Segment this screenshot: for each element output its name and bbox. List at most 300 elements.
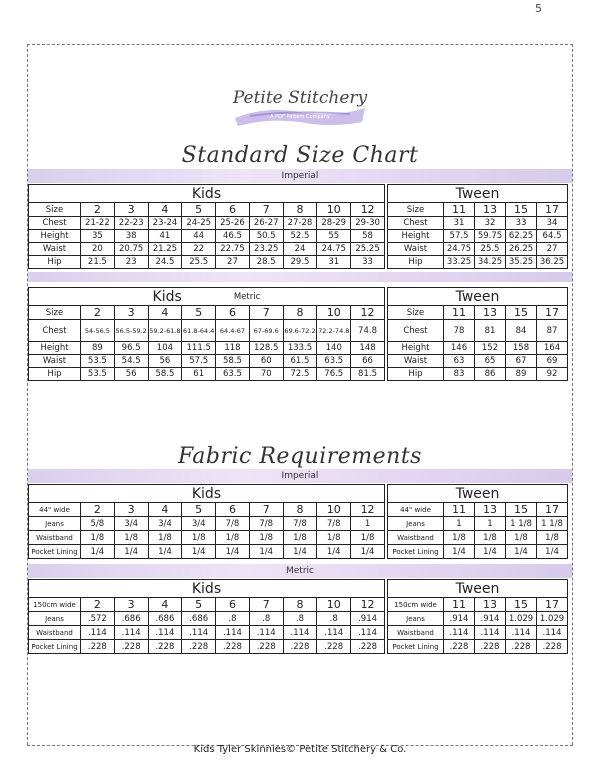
kids-heading: Kids xyxy=(29,485,385,503)
table-cell: Waistband xyxy=(388,626,444,640)
table-cell: 22-23 xyxy=(114,217,148,230)
size-metric-kids-table xyxy=(28,287,385,381)
table-cell: 1/8 xyxy=(148,531,182,545)
table-cell: 23-24 xyxy=(148,217,182,230)
table-cell: 63.5 xyxy=(317,355,351,368)
table-cell: Chest xyxy=(29,217,81,230)
table-row xyxy=(29,531,385,545)
table-cell: .914 xyxy=(444,612,475,626)
table-cell: 1/8 xyxy=(182,531,216,545)
table-cell: 111.5 xyxy=(182,342,216,355)
size-imperial-tween-table xyxy=(387,184,568,269)
size-header-cell: 6 xyxy=(216,306,250,320)
size-header-cell: 2 xyxy=(81,503,115,517)
table-cell: 34 xyxy=(537,217,568,230)
table-cell: 58.5 xyxy=(216,355,250,368)
table-cell: .114 xyxy=(317,626,351,640)
table-cell: 1 1/8 xyxy=(506,517,537,531)
table-cell: Jeans xyxy=(29,517,81,531)
table-cell: .228 xyxy=(148,640,182,654)
table-cell: 58 xyxy=(351,230,385,243)
size-header-cell: 17 xyxy=(537,503,568,517)
table-cell: 78 xyxy=(444,320,475,342)
size-header-cell: 4 xyxy=(148,503,182,517)
table-cell: 32 xyxy=(475,217,506,230)
table-cell: 52.5 xyxy=(283,230,317,243)
logo-tagline: A PDF Pattern Company xyxy=(270,114,330,120)
size-header-cell: 12 xyxy=(351,503,385,517)
table-row xyxy=(388,355,568,368)
size-header-cell: 15 xyxy=(506,203,537,217)
size-header-cell: 7 xyxy=(249,503,283,517)
size-header-cell: 13 xyxy=(475,598,506,612)
table-cell: 29.5 xyxy=(283,256,317,269)
table-cell: 24.75 xyxy=(444,243,475,256)
table-row xyxy=(29,612,385,626)
table-row xyxy=(388,612,568,626)
table-cell: Height xyxy=(29,230,81,243)
table-row xyxy=(29,368,385,381)
tween-heading: Tween xyxy=(388,485,568,503)
table-cell: 36.25 xyxy=(537,256,568,269)
table-cell: 1 xyxy=(351,517,385,531)
size-header-cell: 150cm wide xyxy=(388,598,444,612)
size-header-cell: 3 xyxy=(114,203,148,217)
table-cell: Height xyxy=(388,230,444,243)
table-cell: 1/4 xyxy=(351,545,385,559)
table-cell: 61.8-64.4 xyxy=(182,320,216,342)
size-imperial-kids-table xyxy=(28,184,385,269)
table-cell: 87 xyxy=(537,320,568,342)
table-cell: 20.75 xyxy=(114,243,148,256)
table-cell: 7/8 xyxy=(216,517,250,531)
table-cell: .228 xyxy=(475,640,506,654)
table-cell: 33 xyxy=(506,217,537,230)
table-cell: 64.5 xyxy=(537,230,568,243)
size-header-cell: 12 xyxy=(351,306,385,320)
table-cell: 35.25 xyxy=(506,256,537,269)
cut-line-top xyxy=(27,44,573,45)
table-cell: 146 xyxy=(444,342,475,355)
table-row xyxy=(388,626,568,640)
table-cell: 27 xyxy=(537,243,568,256)
table-cell: 34.25 xyxy=(475,256,506,269)
table-cell: 148 xyxy=(351,342,385,355)
table-cell: 1/4 xyxy=(81,545,115,559)
table-row xyxy=(29,230,385,243)
metric-label: Metric xyxy=(182,288,385,306)
table-cell: 29-30 xyxy=(351,217,385,230)
table-cell: Waist xyxy=(388,243,444,256)
table-cell: .114 xyxy=(148,626,182,640)
table-cell: .8 xyxy=(317,612,351,626)
table-cell: Waist xyxy=(388,355,444,368)
table-cell: 67 xyxy=(506,355,537,368)
size-header-cell: 8 xyxy=(283,306,317,320)
table-cell: .114 xyxy=(283,626,317,640)
size-header-cell: 2 xyxy=(81,598,115,612)
table-row xyxy=(388,217,568,230)
size-header-cell: 17 xyxy=(537,306,568,320)
size-header-cell: 12 xyxy=(351,598,385,612)
table-cell: 50.5 xyxy=(249,230,283,243)
table-cell: 5/8 xyxy=(81,517,115,531)
table-cell: 3/4 xyxy=(182,517,216,531)
table-cell: Hip xyxy=(29,256,81,269)
size-header-cell: 2 xyxy=(81,306,115,320)
table-cell: 46.5 xyxy=(216,230,250,243)
table-row xyxy=(29,342,385,355)
table-cell: 21.5 xyxy=(81,256,115,269)
table-cell: 1.029 xyxy=(506,612,537,626)
table-cell: .914 xyxy=(351,612,385,626)
table-cell: 1 xyxy=(475,517,506,531)
table-cell: 81.5 xyxy=(351,368,385,381)
table-cell: 69 xyxy=(537,355,568,368)
table-cell: 65 xyxy=(475,355,506,368)
table-cell: Height xyxy=(388,342,444,355)
table-cell: .114 xyxy=(537,626,568,640)
table-cell: 1/8 xyxy=(506,531,537,545)
table-cell: 1/4 xyxy=(537,545,568,559)
size-header-cell: 5 xyxy=(182,503,216,517)
table-cell: 27-28 xyxy=(283,217,317,230)
tween-heading: Tween xyxy=(388,580,568,598)
table-cell: 59.75 xyxy=(475,230,506,243)
size-header-cell: 10 xyxy=(317,306,351,320)
size-header-cell: 3 xyxy=(114,598,148,612)
table-cell: .914 xyxy=(475,612,506,626)
table-cell: 31 xyxy=(317,256,351,269)
imperial-band: Imperial xyxy=(28,169,572,183)
size-header-cell: 17 xyxy=(537,203,568,217)
tween-heading: Tween xyxy=(388,185,568,203)
table-cell: Waist xyxy=(29,355,81,368)
table-cell: 66 xyxy=(351,355,385,368)
table-cell: 58.5 xyxy=(148,368,182,381)
table-cell: 25.25 xyxy=(351,243,385,256)
table-cell: 22.75 xyxy=(216,243,250,256)
table-cell: .8 xyxy=(249,612,283,626)
table-row xyxy=(388,230,568,243)
size-header-cell: 13 xyxy=(475,306,506,320)
table-cell: .114 xyxy=(475,626,506,640)
table-cell: 25.5 xyxy=(475,243,506,256)
table-cell: 55 xyxy=(317,230,351,243)
table-cell: 1/8 xyxy=(216,531,250,545)
table-cell: .114 xyxy=(249,626,283,640)
table-cell: 23.25 xyxy=(249,243,283,256)
table-cell: .228 xyxy=(351,640,385,654)
table-row xyxy=(29,256,385,269)
table-cell: 76.5 xyxy=(317,368,351,381)
table-cell: 81 xyxy=(475,320,506,342)
size-header-cell: 2 xyxy=(81,203,115,217)
table-cell: .114 xyxy=(81,626,115,640)
table-cell: 24-25 xyxy=(182,217,216,230)
size-header-cell: 11 xyxy=(444,203,475,217)
table-cell: 89 xyxy=(506,368,537,381)
table-cell: .228 xyxy=(283,640,317,654)
table-cell: 63 xyxy=(444,355,475,368)
table-cell: 1/8 xyxy=(444,531,475,545)
table-cell: 41 xyxy=(148,230,182,243)
size-header-cell: 13 xyxy=(475,503,506,517)
table-cell: 1/8 xyxy=(114,531,148,545)
table-cell: .686 xyxy=(182,612,216,626)
table-cell: 140 xyxy=(317,342,351,355)
table-cell: 1/4 xyxy=(182,545,216,559)
table-cell: Chest xyxy=(388,320,444,342)
table-cell: 128.5 xyxy=(249,342,283,355)
kids-heading: Kids xyxy=(29,185,385,203)
table-row xyxy=(29,217,385,230)
table-cell: 1/4 xyxy=(444,545,475,559)
table-cell: 20 xyxy=(81,243,115,256)
size-header-cell: 15 xyxy=(506,306,537,320)
table-row xyxy=(388,243,568,256)
table-cell: 28-29 xyxy=(317,217,351,230)
size-header-cell: 44" wide xyxy=(388,503,444,517)
table-cell: .228 xyxy=(537,640,568,654)
table-cell: 35 xyxy=(81,230,115,243)
size-header-cell: 7 xyxy=(249,306,283,320)
table-row xyxy=(388,256,568,269)
table-row xyxy=(29,243,385,256)
table-cell: Jeans xyxy=(29,612,81,626)
table-cell: .114 xyxy=(351,626,385,640)
table-cell: 33 xyxy=(351,256,385,269)
table-cell: 53.5 xyxy=(81,355,115,368)
table-cell: 86 xyxy=(475,368,506,381)
size-header-cell: 11 xyxy=(444,306,475,320)
table-cell: 70 xyxy=(249,368,283,381)
table-cell: 1/4 xyxy=(283,545,317,559)
size-header-cell: 7 xyxy=(249,598,283,612)
table-cell: 26-27 xyxy=(249,217,283,230)
table-cell: 133.5 xyxy=(283,342,317,355)
table-cell: .572 xyxy=(81,612,115,626)
table-cell: .228 xyxy=(444,640,475,654)
table-cell: 56 xyxy=(148,355,182,368)
table-cell: 118 xyxy=(216,342,250,355)
separator-band xyxy=(28,272,572,282)
table-cell: 1.029 xyxy=(537,612,568,626)
table-cell: .228 xyxy=(317,640,351,654)
table-cell: Waistband xyxy=(388,531,444,545)
table-cell: 25.5 xyxy=(182,256,216,269)
table-row xyxy=(29,355,385,368)
table-cell: 3/4 xyxy=(148,517,182,531)
table-cell: 67-69.6 xyxy=(249,320,283,342)
table-cell: .228 xyxy=(216,640,250,654)
logo-name: Petite Stitchery xyxy=(232,88,368,108)
table-cell: 22 xyxy=(182,243,216,256)
table-cell: 152 xyxy=(475,342,506,355)
table-cell: 63.5 xyxy=(216,368,250,381)
fabric-imperial-band: Imperial xyxy=(28,469,572,483)
size-header-cell: 17 xyxy=(537,598,568,612)
table-cell: Chest xyxy=(388,217,444,230)
table-row xyxy=(29,320,385,342)
size-header-cell: 15 xyxy=(506,503,537,517)
size-header-cell: 150cm wide xyxy=(29,598,81,612)
table-cell: 3/4 xyxy=(114,517,148,531)
size-header-cell: 6 xyxy=(216,503,250,517)
table-cell: 56 xyxy=(114,368,148,381)
table-cell: 7/8 xyxy=(317,517,351,531)
table-cell: 104 xyxy=(148,342,182,355)
table-cell: 61.5 xyxy=(283,355,317,368)
table-cell: 44 xyxy=(182,230,216,243)
table-cell: 164 xyxy=(537,342,568,355)
size-header-cell: 5 xyxy=(182,203,216,217)
table-cell: 26.25 xyxy=(506,243,537,256)
table-cell: Chest xyxy=(29,320,81,342)
table-cell: Waistband xyxy=(29,626,81,640)
table-row xyxy=(388,545,568,559)
table-cell: 1/4 xyxy=(148,545,182,559)
table-cell: 21-22 xyxy=(81,217,115,230)
table-cell: Hip xyxy=(29,368,81,381)
table-cell: Waist xyxy=(29,243,81,256)
size-header-cell: 12 xyxy=(351,203,385,217)
size-header-cell: 8 xyxy=(283,503,317,517)
table-cell: 33.25 xyxy=(444,256,475,269)
table-cell: 72.2-74.8 xyxy=(317,320,351,342)
size-header-cell: 5 xyxy=(182,598,216,612)
table-cell: .228 xyxy=(114,640,148,654)
table-row xyxy=(29,517,385,531)
fabric-title: Fabric Requirements xyxy=(178,444,422,469)
size-header-cell: 6 xyxy=(216,203,250,217)
table-cell: .114 xyxy=(444,626,475,640)
table-cell: 27 xyxy=(216,256,250,269)
table-cell: .114 xyxy=(216,626,250,640)
table-cell: 21.25 xyxy=(148,243,182,256)
size-header-cell: 8 xyxy=(283,598,317,612)
size-metric-tween-table xyxy=(387,287,568,381)
table-cell: .228 xyxy=(506,640,537,654)
table-cell: .114 xyxy=(182,626,216,640)
table-cell: 1/8 xyxy=(351,531,385,545)
table-row xyxy=(29,640,385,654)
table-row xyxy=(388,368,568,381)
table-cell: 57.5 xyxy=(182,355,216,368)
table-cell: 1/4 xyxy=(249,545,283,559)
table-cell: 1/8 xyxy=(249,531,283,545)
table-cell: 69.6-72.2 xyxy=(283,320,317,342)
table-cell: 1/8 xyxy=(81,531,115,545)
table-cell: 83 xyxy=(444,368,475,381)
kids-heading: Kids xyxy=(29,580,385,598)
table-cell: 96.5 xyxy=(114,342,148,355)
table-cell: .686 xyxy=(114,612,148,626)
table-cell: .8 xyxy=(216,612,250,626)
table-cell: 1/4 xyxy=(475,545,506,559)
table-cell: Jeans xyxy=(388,612,444,626)
table-row xyxy=(388,517,568,531)
table-cell: 1 xyxy=(444,517,475,531)
fabric-metric-kids-table xyxy=(28,579,385,654)
table-cell: 72.5 xyxy=(283,368,317,381)
table-cell: 53.5 xyxy=(81,368,115,381)
table-cell: 89 xyxy=(81,342,115,355)
table-row xyxy=(388,342,568,355)
page-number: 5 xyxy=(535,2,542,15)
size-header-cell: 4 xyxy=(148,203,182,217)
table-cell: 1/8 xyxy=(475,531,506,545)
table-cell: 74.8 xyxy=(351,320,385,342)
table-cell: .228 xyxy=(81,640,115,654)
table-cell: Height xyxy=(29,342,81,355)
table-cell: 24 xyxy=(283,243,317,256)
table-cell: 24.5 xyxy=(148,256,182,269)
table-cell: .228 xyxy=(249,640,283,654)
table-cell: .228 xyxy=(182,640,216,654)
kids-heading: Kids xyxy=(29,288,182,306)
table-cell: 158 xyxy=(506,342,537,355)
table-cell: 38 xyxy=(114,230,148,243)
table-cell: Pocket Lining xyxy=(29,545,81,559)
size-header-cell: 11 xyxy=(444,503,475,517)
size-header-cell: Size xyxy=(388,306,444,320)
size-header-cell: 3 xyxy=(114,503,148,517)
table-cell: 24.75 xyxy=(317,243,351,256)
table-cell: 60 xyxy=(249,355,283,368)
table-cell: 62.25 xyxy=(506,230,537,243)
table-cell: 61 xyxy=(182,368,216,381)
table-cell: 1/8 xyxy=(283,531,317,545)
table-cell: 1/8 xyxy=(537,531,568,545)
table-cell: 7/8 xyxy=(249,517,283,531)
size-header-cell: 10 xyxy=(317,203,351,217)
table-cell: 1/4 xyxy=(317,545,351,559)
fabric-metric-tween-table xyxy=(387,579,568,654)
size-header-cell: 10 xyxy=(317,503,351,517)
table-row xyxy=(388,531,568,545)
size-header-cell: 13 xyxy=(475,203,506,217)
table-cell: 84 xyxy=(506,320,537,342)
table-cell: Hip xyxy=(388,368,444,381)
brand-logo xyxy=(230,88,370,128)
table-cell: 54-56.5 xyxy=(81,320,115,342)
table-cell: Pocket Lining xyxy=(388,640,444,654)
table-cell: .114 xyxy=(114,626,148,640)
footer-text: Kids Tyler Skinnies© Petite Stitchery & Co. xyxy=(193,744,407,755)
table-cell: Jeans xyxy=(388,517,444,531)
fabric-imperial-tween-table xyxy=(387,484,568,559)
table-cell: .686 xyxy=(148,612,182,626)
fabric-metric-band: Metric xyxy=(28,564,572,578)
table-row xyxy=(388,320,568,342)
table-cell: 1/8 xyxy=(317,531,351,545)
table-cell: .8 xyxy=(283,612,317,626)
table-cell: 25-26 xyxy=(216,217,250,230)
table-row xyxy=(29,545,385,559)
size-header-cell: 11 xyxy=(444,598,475,612)
table-cell: 1/4 xyxy=(114,545,148,559)
size-header-cell: 4 xyxy=(148,598,182,612)
tween-heading: Tween xyxy=(388,288,568,306)
size-chart-title: Standard Size Chart xyxy=(181,143,419,168)
size-header-cell: 10 xyxy=(317,598,351,612)
table-cell: 57.5 xyxy=(444,230,475,243)
size-header-cell: 15 xyxy=(506,598,537,612)
fabric-imperial-kids-table xyxy=(28,484,385,559)
size-header-cell: Size xyxy=(388,203,444,217)
table-cell: 1/4 xyxy=(216,545,250,559)
